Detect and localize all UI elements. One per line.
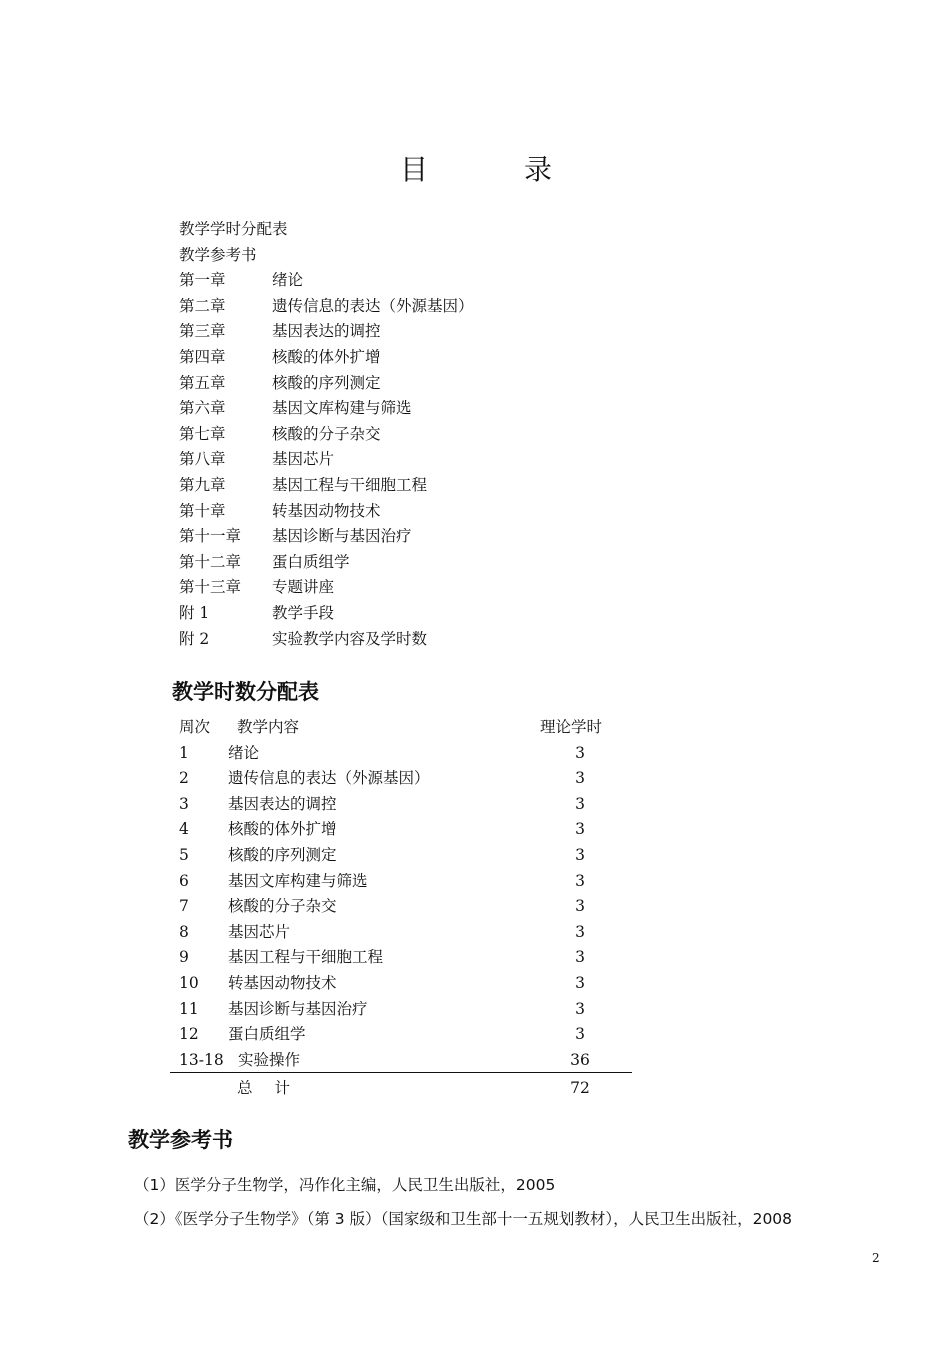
toc-entry xyxy=(179,524,474,550)
content-cell: 核酸的体外扩增 xyxy=(228,820,337,839)
header-week: 周次 xyxy=(179,718,211,736)
toc-chapter: 第十一章 xyxy=(179,527,242,546)
toc-chapter: 第四章 xyxy=(179,347,226,366)
toc-title: 教学手段 xyxy=(272,603,335,622)
content-cell: 基因芯片 xyxy=(228,922,291,941)
toc-chapter: 教学学时分配表 xyxy=(179,220,288,238)
toc-entry xyxy=(179,550,474,576)
toc-entry xyxy=(179,345,474,371)
table-rule xyxy=(170,1072,632,1073)
table-row xyxy=(170,971,632,997)
toc-title: 基因文库构建与筛选 xyxy=(272,399,412,418)
table-row xyxy=(170,920,632,946)
toc-title: 实验教学内容及学时数 xyxy=(272,629,428,648)
toc-entry xyxy=(179,396,474,422)
toc-entry xyxy=(179,447,474,473)
content-cell: 核酸的序列测定 xyxy=(228,845,337,864)
toc-chapter: 第一章 xyxy=(179,271,226,290)
toc-chapter: 第二章 xyxy=(179,296,226,315)
schedule-header-row xyxy=(170,715,632,741)
table-row xyxy=(170,997,632,1023)
schedule-table xyxy=(170,715,632,1073)
content-cell: 蛋白质组学 xyxy=(228,1025,306,1044)
content-cell: 实验操作 xyxy=(238,1050,301,1069)
week-cell: 10 xyxy=(179,973,199,992)
hours-cell: 3 xyxy=(575,897,585,916)
table-row xyxy=(170,843,632,869)
week-cell: 9 xyxy=(179,948,189,967)
table-row xyxy=(170,894,632,920)
toc-chapter: 第五章 xyxy=(179,373,226,392)
content-cell: 转基因动物技术 xyxy=(228,973,337,992)
week-cell: 4 xyxy=(179,820,189,839)
hours-cell: 3 xyxy=(575,1025,585,1044)
toc-entry xyxy=(179,473,474,499)
hours-cell: 3 xyxy=(575,999,585,1018)
hours-cell: 3 xyxy=(575,820,585,839)
header-content: 教学内容 xyxy=(237,718,300,736)
toc-entry xyxy=(179,575,474,601)
toc-entry xyxy=(179,319,474,345)
toc-entry xyxy=(179,268,474,294)
hours-cell: 3 xyxy=(575,871,585,890)
toc-title: 基因芯片 xyxy=(272,450,335,469)
toc-chapter: 第三章 xyxy=(179,322,226,341)
hours-cell: 3 xyxy=(575,845,585,864)
toc-title: 基因工程与干细胞工程 xyxy=(272,475,428,494)
content-cell: 基因工程与干细胞工程 xyxy=(228,948,384,967)
header-hours: 理论学时 xyxy=(540,718,603,736)
reference-item: （1）医学分子生物学，冯作化主编，人民卫生出版社，2005 xyxy=(134,1176,556,1194)
reference-item: （2）《医学分子生物学》（第 3 版）（国家级和卫生部十一五规划教材），人民卫生出版社，2008 xyxy=(134,1210,793,1228)
week-cell: 5 xyxy=(179,845,189,864)
table-row xyxy=(170,817,632,843)
table-row xyxy=(170,766,632,792)
week-cell: 12 xyxy=(179,1025,199,1044)
toc-title: 核酸的体外扩增 xyxy=(272,347,381,366)
total-label: 总计 xyxy=(237,1079,313,1097)
hours-cell: 3 xyxy=(575,973,585,992)
toc-entry xyxy=(179,601,474,627)
toc-title: 绪论 xyxy=(272,271,304,290)
toc-chapter: 第八章 xyxy=(179,450,226,469)
content-cell: 基因诊断与基因治疗 xyxy=(228,999,368,1018)
hours-cell: 3 xyxy=(575,743,585,762)
references-heading: 教学参考书 xyxy=(128,1128,233,1152)
toc-entry xyxy=(179,371,474,397)
page-number: 2 xyxy=(872,1251,880,1265)
week-cell: 11 xyxy=(179,999,199,1018)
toc-chapter: 教学参考书 xyxy=(179,245,257,264)
toc-title: 蛋白质组学 xyxy=(272,552,350,571)
toc-chapter: 第十章 xyxy=(179,501,226,520)
toc-entry xyxy=(179,627,474,653)
week-cell: 2 xyxy=(179,769,189,788)
toc-chapter: 第十三章 xyxy=(179,578,242,597)
toc-entry xyxy=(179,217,474,243)
table-row xyxy=(170,792,632,818)
toc-entry xyxy=(179,422,474,448)
toc-entry xyxy=(179,294,474,320)
table-row xyxy=(170,869,632,895)
total-hours: 72 xyxy=(570,1079,590,1097)
table-row xyxy=(170,1048,632,1074)
schedule-heading: 教学时数分配表 xyxy=(172,680,319,704)
hours-cell: 36 xyxy=(570,1050,590,1069)
toc-entry xyxy=(179,499,474,525)
toc-title: 基因诊断与基因治疗 xyxy=(272,527,412,546)
table-row xyxy=(170,945,632,971)
week-cell: 7 xyxy=(179,897,189,916)
content-cell: 核酸的分子杂交 xyxy=(228,897,337,916)
toc-title: 核酸的序列测定 xyxy=(272,373,381,392)
toc-entry xyxy=(179,243,474,269)
total-row xyxy=(170,1075,632,1101)
hours-cell: 3 xyxy=(575,794,585,813)
toc-chapter: 第六章 xyxy=(179,399,226,418)
toc-chapter: 附 2 xyxy=(179,629,210,648)
toc-title: 专题讲座 xyxy=(272,578,335,597)
week-cell: 13-18 xyxy=(179,1050,224,1069)
toc-title: 基因表达的调控 xyxy=(272,322,381,341)
hours-cell: 3 xyxy=(575,769,585,788)
toc-title: 遗传信息的表达（外源基因） xyxy=(272,296,474,315)
hours-cell: 3 xyxy=(575,922,585,941)
content-cell: 基因文库构建与筛选 xyxy=(228,871,368,890)
page-title: 目 录 xyxy=(399,153,586,186)
table-row xyxy=(170,741,632,767)
hours-cell: 3 xyxy=(575,948,585,967)
toc-title: 转基因动物技术 xyxy=(272,501,381,520)
content-cell: 遗传信息的表达（外源基因） xyxy=(228,769,430,788)
toc-chapter: 第九章 xyxy=(179,475,226,494)
table-of-contents xyxy=(179,217,474,652)
references-list xyxy=(134,1173,792,1241)
content-cell: 基因表达的调控 xyxy=(228,794,337,813)
toc-chapter: 第七章 xyxy=(179,424,226,443)
week-cell: 6 xyxy=(179,871,189,890)
week-cell: 3 xyxy=(179,794,189,813)
week-cell: 1 xyxy=(179,743,189,762)
content-cell: 绪论 xyxy=(228,743,260,762)
toc-chapter: 附 1 xyxy=(179,603,210,622)
toc-chapter: 第十二章 xyxy=(179,552,242,571)
week-cell: 8 xyxy=(179,922,189,941)
toc-title: 核酸的分子杂交 xyxy=(272,424,381,443)
table-row xyxy=(170,1022,632,1048)
